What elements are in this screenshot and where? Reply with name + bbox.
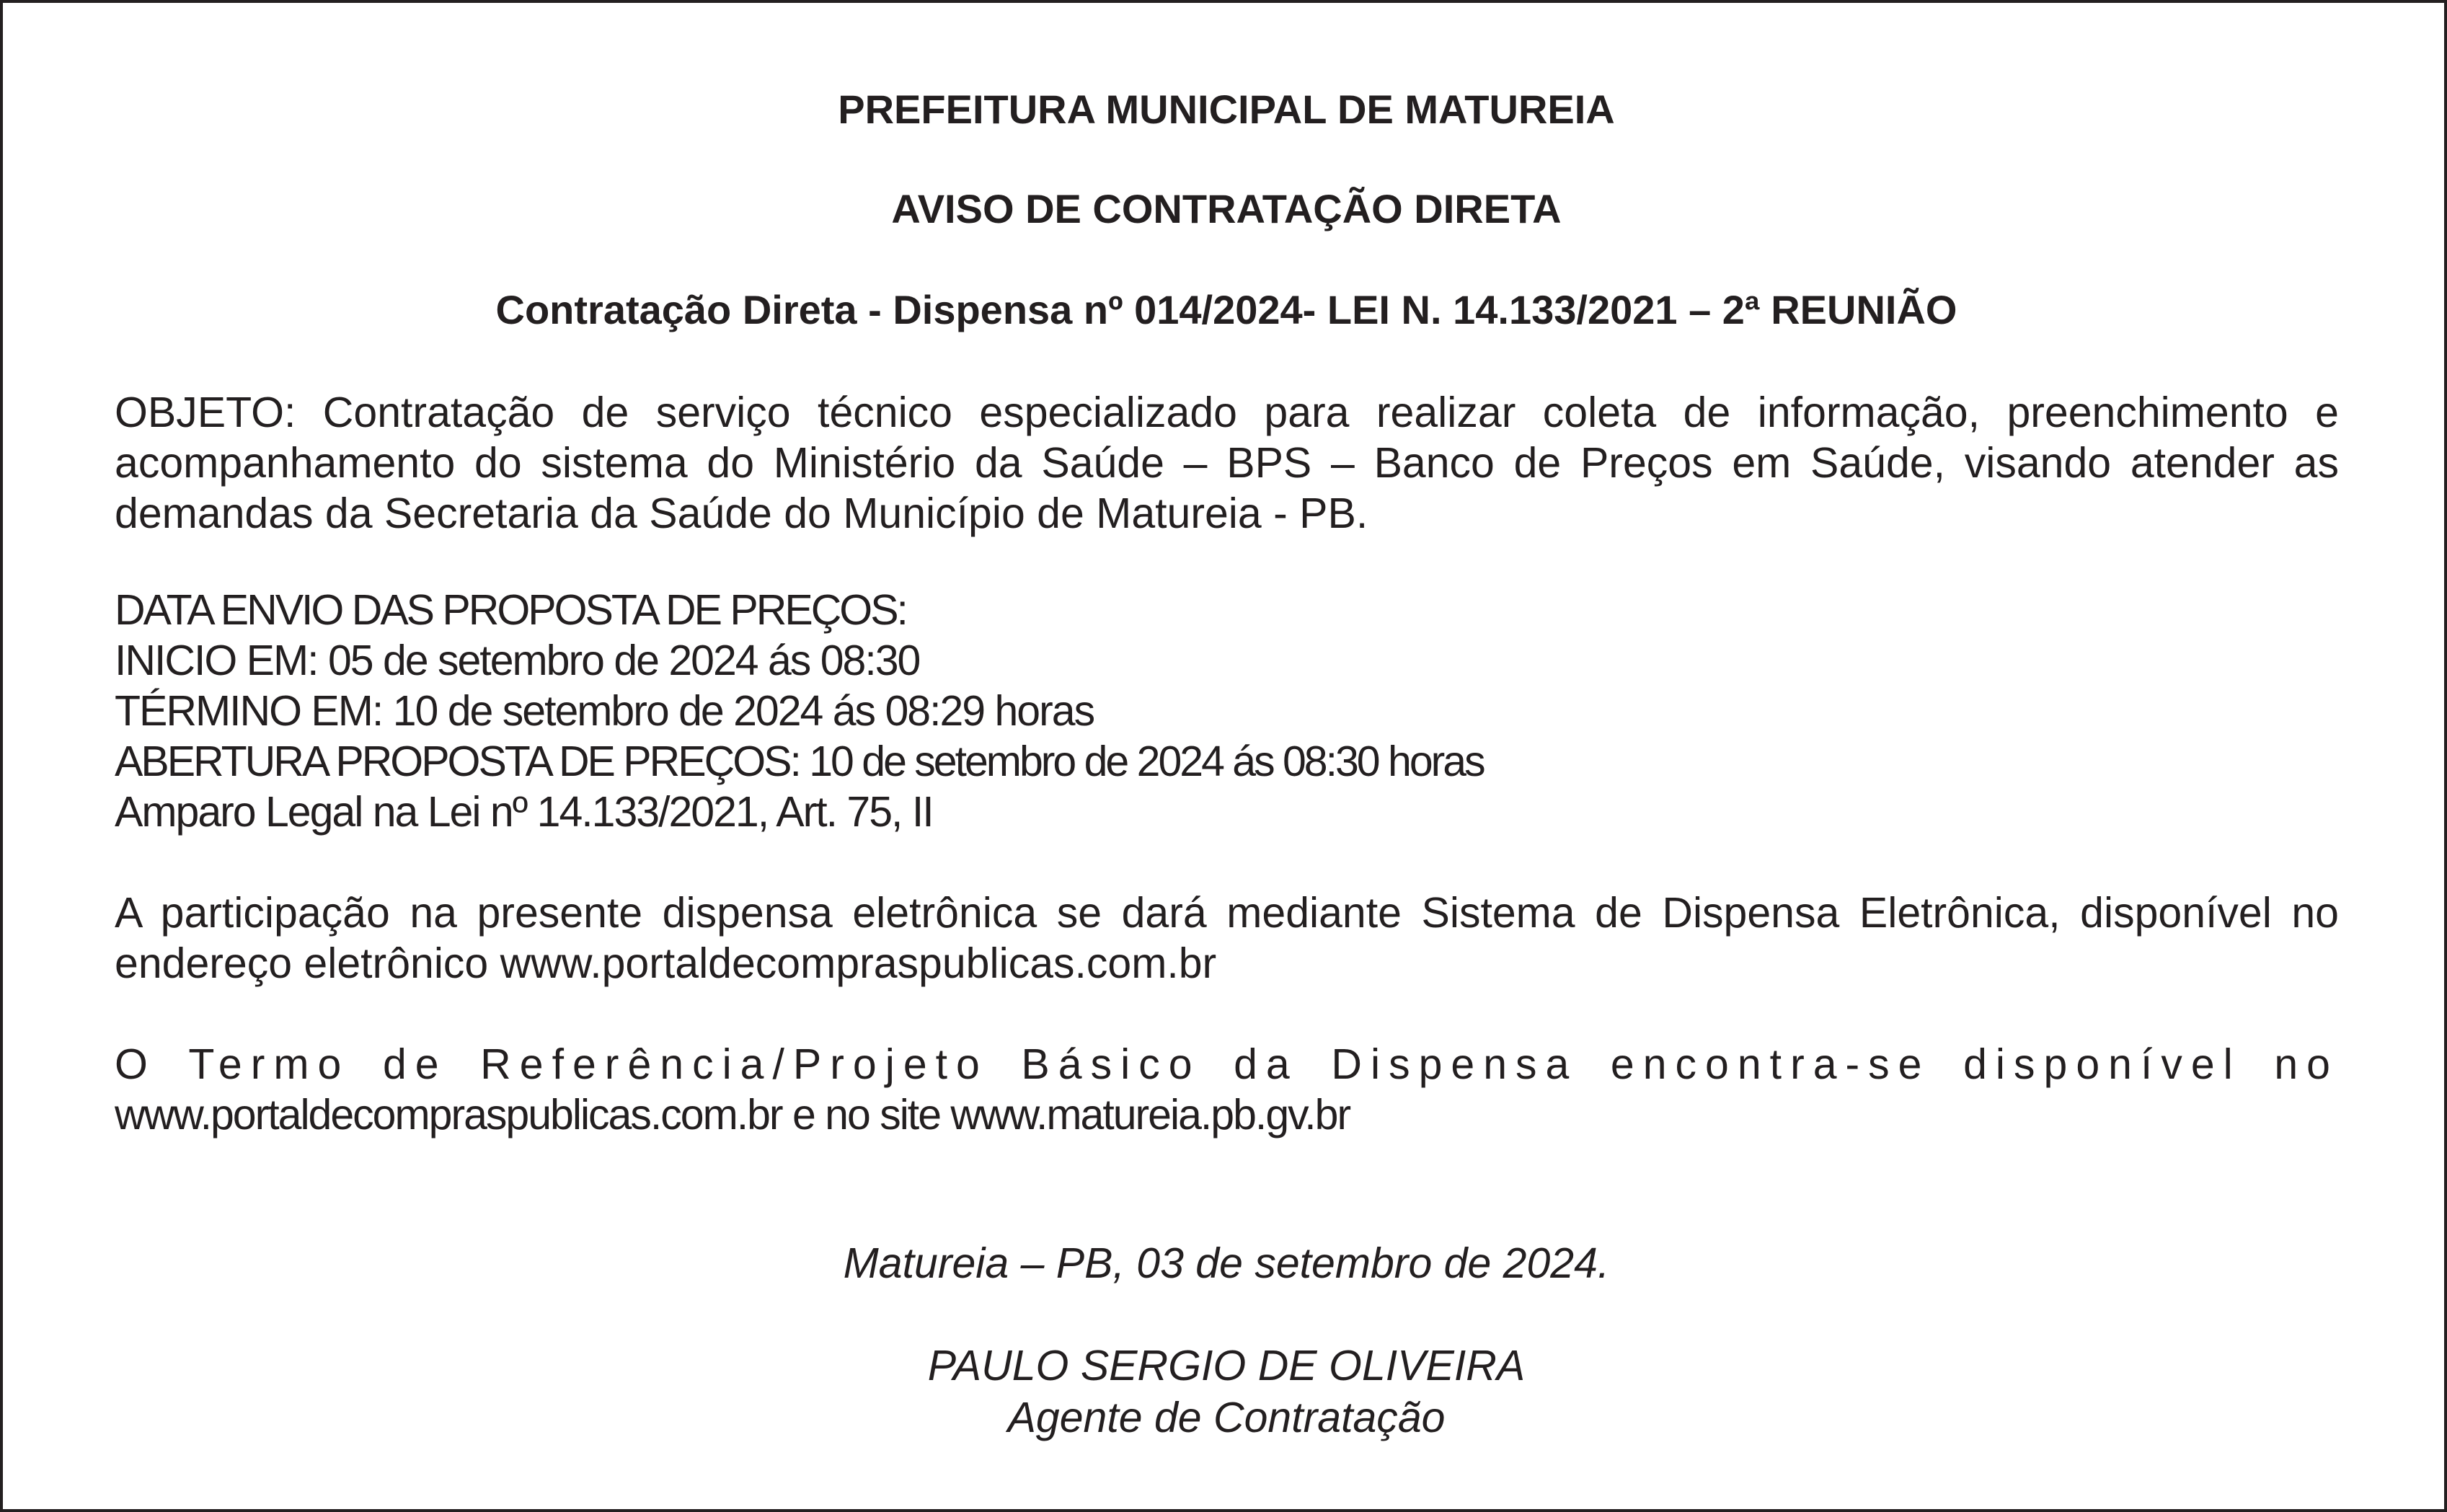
place-date: Matureia – PB, 03 de setembro de 2024. — [843, 1239, 1610, 1287]
dispensa-reference: Contratação Direta - Dispensa nº 014/2024- LEI N. 14.133/2021 – 2ª REUNIÃO — [495, 287, 1957, 332]
legal-basis: Amparo Legal na Lei nº 14.133/2021, Art. 75, II — [115, 788, 933, 836]
participation-paragraph: A participação na presente dispensa eletrônica se dará mediante Sistema de Dispensa Eletrônica, disponível no endereço eletrônico www.portaldecompraspublicas.com.br — [115, 889, 2339, 987]
objeto-paragraph: OBJETO: Contratação de serviço técnico especializado para realizar coleta de informação, preenchimento e acompanhamento do sistema do Ministério da Saúde – BPS – Banco de Preços em Saúde, visando atender as demandas da Secretaria da Saúde do Município de Matureia - PB. — [115, 389, 2339, 537]
terms-line-2: www.portaldecompraspublicas.com.br e no site www.matureia.pb.gv.br — [115, 1091, 1350, 1139]
terms-line-1: O Termo de Referência/Projeto Básico da Dispensa encontra-se disponível no — [115, 1040, 2339, 1088]
schedule-opening: ABERTURA PROPOSTA DE PREÇOS: 10 de setembro de 2024 ás 08:30 horas — [115, 738, 1484, 785]
schedule-end: TÉRMINO EM: 10 de setembro de 2024 ás 08:29 horas — [115, 687, 1094, 735]
authority-heading: PREFEITURA MUNICIPAL DE MATUREIA — [838, 87, 1615, 132]
signatory-name: PAULO SERGIO DE OLIVEIRA — [927, 1342, 1526, 1389]
schedule-start: INICIO EM: 05 de setembro de 2024 ás 08:30 — [115, 637, 920, 684]
schedule-block — [115, 585, 2339, 837]
signatory-role: Agente de Contratação — [1007, 1394, 1446, 1441]
terms-paragraph — [115, 1039, 2339, 1140]
schedule-heading: DATA ENVIO DAS PROPOSTA DE PREÇOS: — [115, 586, 906, 634]
notice-title: AVISO DE CONTRATAÇÃO DIRETA — [891, 186, 1562, 231]
